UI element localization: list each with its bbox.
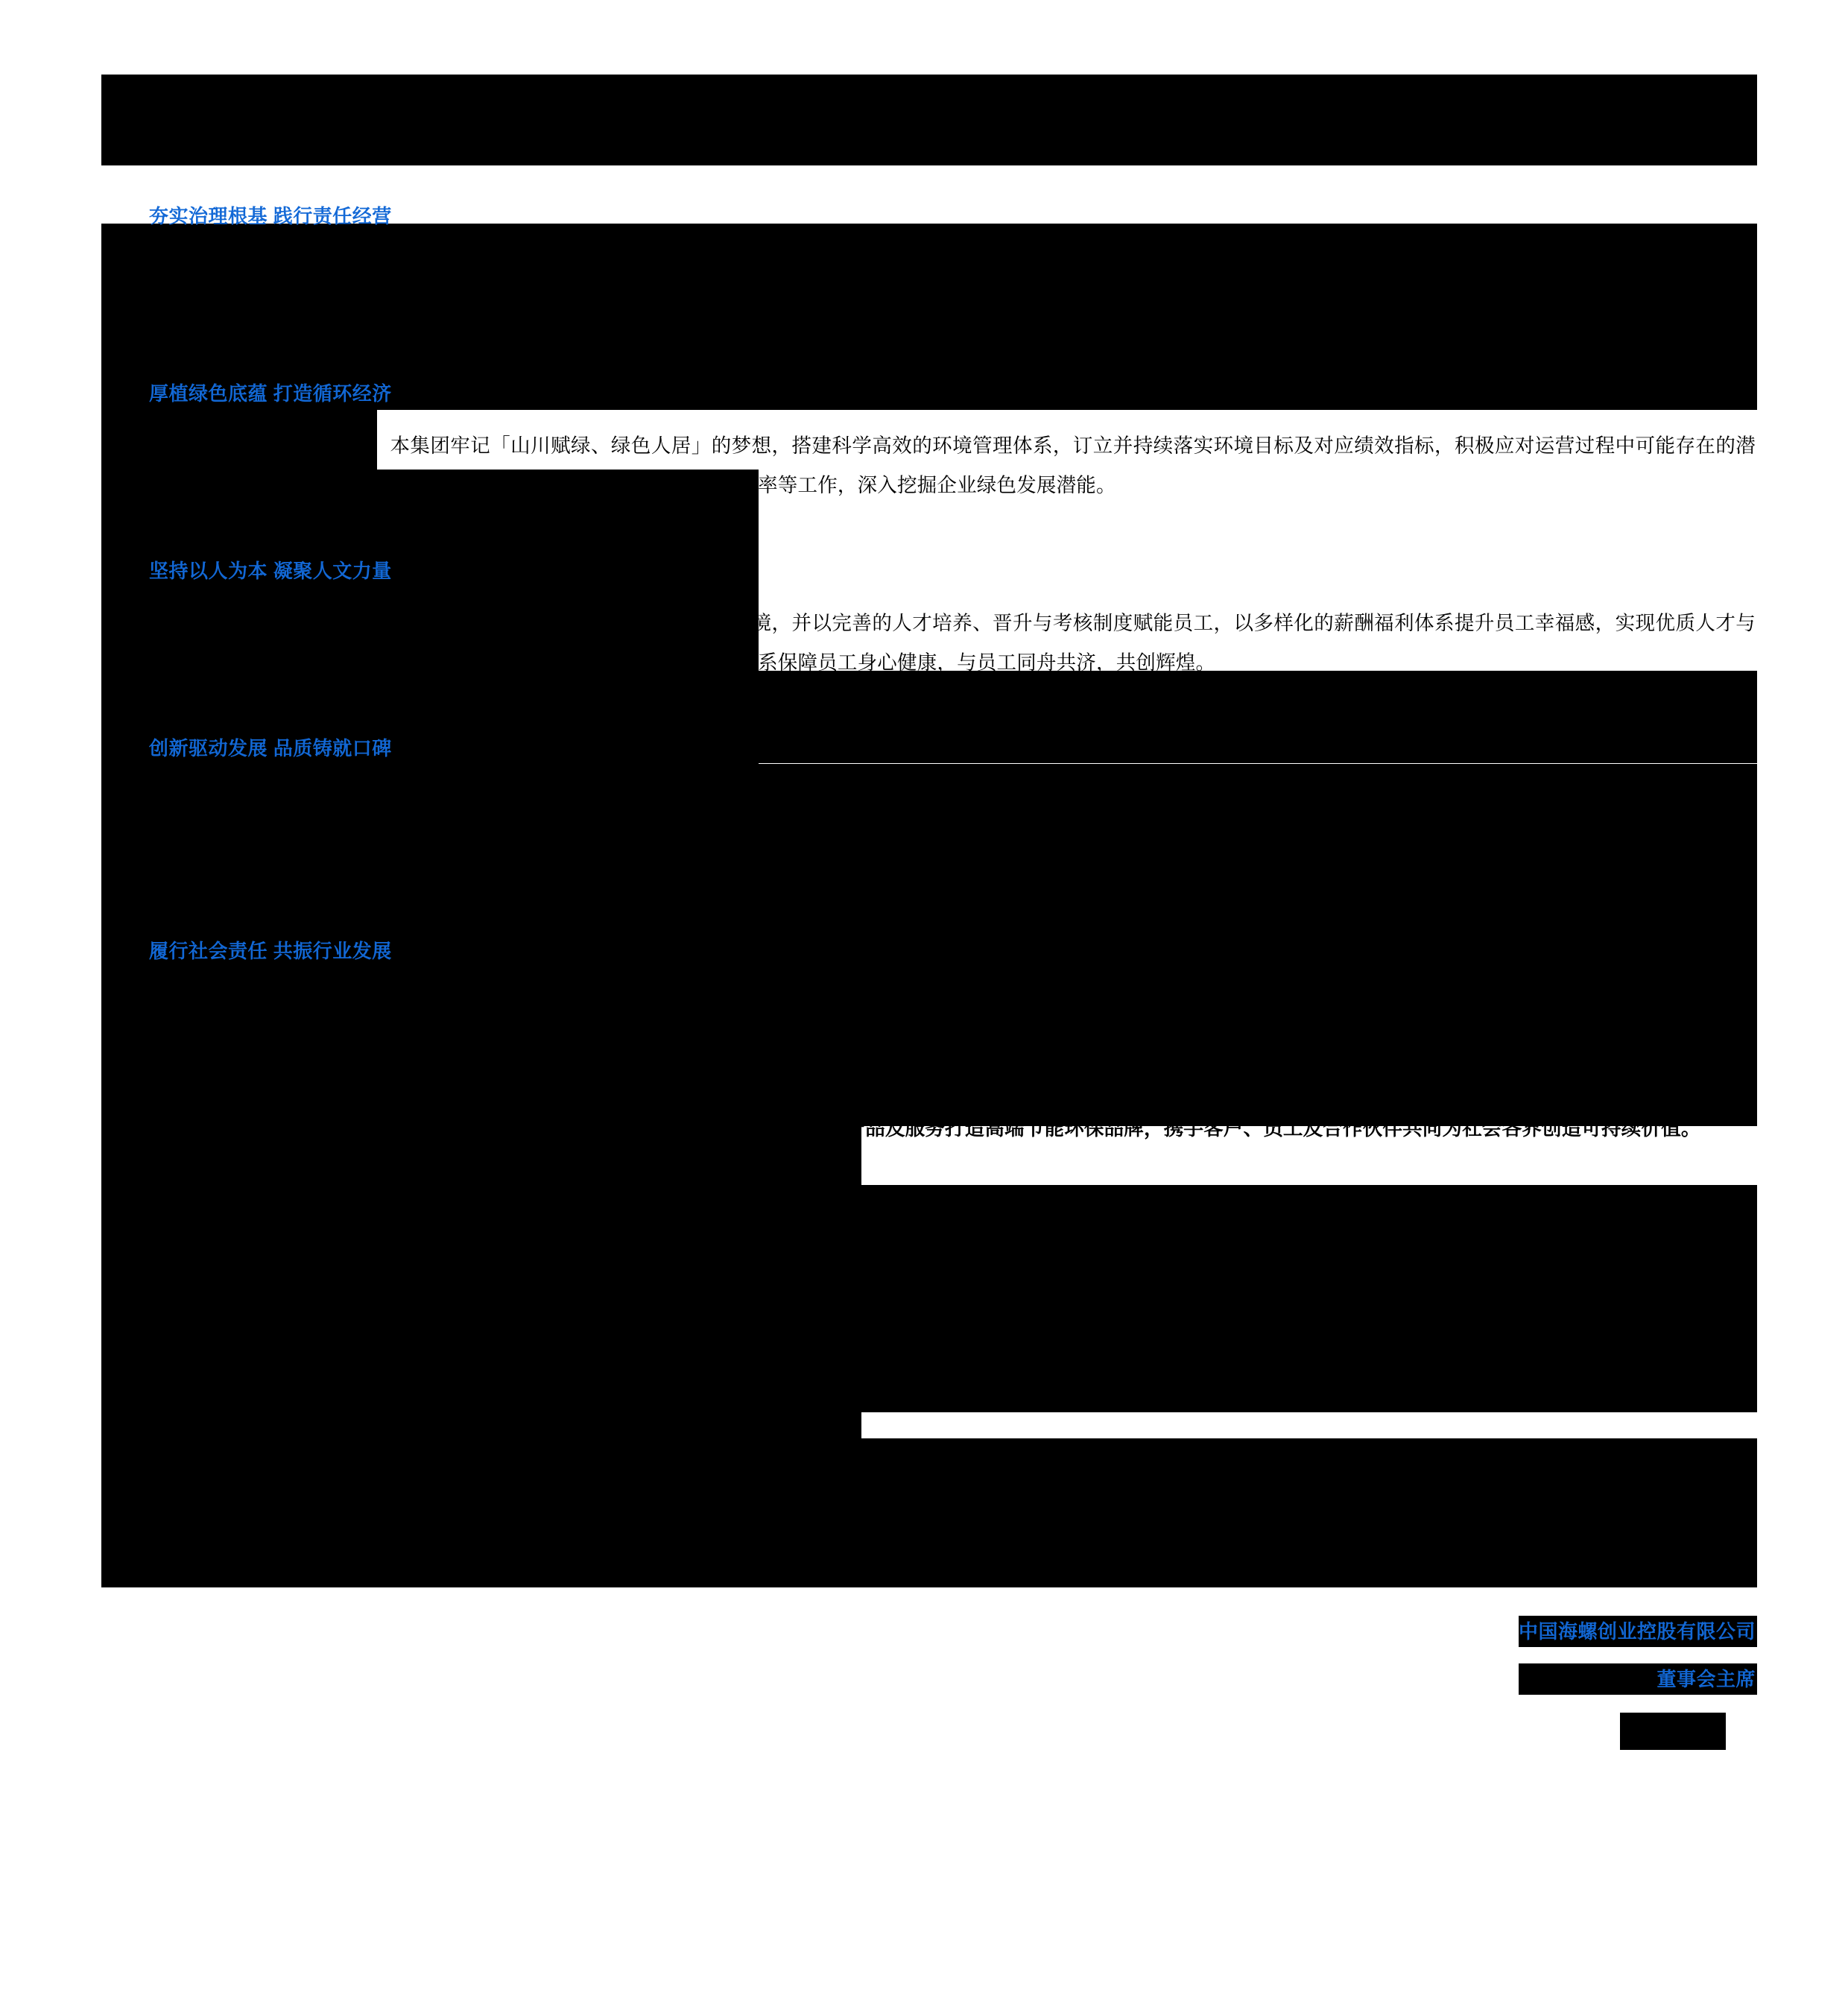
section-body-governance: 本集团坚持守正合规运营，建立并持续完善ESG治理架构及企业管治体系，有效落实内部控制与审计机制，自上而下防范合规风险。我们亦将对利益相关方的责任与义务贯彻始终，稳步推进利益相关方沟通及重大性议题识别、梳理工作，以卓越的企业治理水平回馈各利益相关方，履行企业ESG责任。: [101, 257, 1756, 319]
section-heading-governance: 夯实治理根基 践行责任经营: [149, 205, 392, 227]
letter-body: [101, 72, 1756, 1148]
section-heading-people: 坚持以人为本 凝聚人文力量: [149, 560, 392, 582]
section-heading-innovation: 创新驱动发展 品质铸就口碑: [149, 737, 392, 759]
section-heading-environment: 厚植绿色底蕴 打造循环经济: [149, 382, 392, 405]
section-body-innovation: 本集团坚持以客户需求为导向，以质量塑口碑，扎根于完善的质量管理体系与严格的质量管控举措，广泛倾听并回应客户诉求，提升客户对产品的认可度与满意度。我们亦以创新技术驱动企业发展，着力推进知识产权保护及创新成果转化，并通过完善的创新管理与创新激励机制激发员工创新潜能，助推产品服务水平持续提升。: [101, 789, 1756, 851]
redaction-block-17: [101, 1528, 861, 1586]
signature-title: 董事会主席: [1656, 1668, 1756, 1690]
redaction-block-stamp: [1620, 1713, 1726, 1750]
section-body-social: 本集团始终不忘初心，坚持与社会各界保持良性互动，以行业建设与社会公益承载企业形象表达。我们充分发挥自身技术与资源优势，携手同行企业共同探索环保产业可持续发展道路。同时，我们扎根教育、扶贫、社区发展等公益领域，以实际行动践行企业担当，为实现「为人类未来创造美好家园」使命而不懈努力。: [101, 992, 1756, 1054]
section-body-people: 本集团秉持开放、包容的姿态，着力为员工打造多元、平等的雇佣环境，并以完善的人才培养、晋升与考核制度赋能员工，以多样化的薪酬福利体系提升员工幸福感，实现优质人才与公司发展的同频共振。我们亦坚守安全红线，以健全有效的职业健康安全体系保障员工身心健康，与员工同舟共济，共创辉煌。: [101, 612, 1756, 674]
section-heading-social: 履行社会责任 共振行业发展: [149, 940, 392, 962]
section-body-environment: 作为环保行业的领先企业，本集团牢记「山川赋绿、绿色人居」的梦想，搭建科学高效的环境管理体系，订立并持续落实环境目标及对应绩效指标，积极应对运营过程中可能存在的潜在环境风险，并通过「三废」排放监测、打造碳管理平台、提升资源使用效率等工作，深入挖掘企业绿色发展潜能。: [101, 434, 1756, 496]
signature-company: 中国海螺创业控股有限公司: [1518, 1620, 1756, 1643]
outlook-paragraph: 展望未来，海螺创业将继续保持强劲的发展态势，以更强大的创新力和更优质的产品及服务打造高端节能环保品牌，携手客户、员工及合作伙伴共同为社会各界创造可持续价值。: [149, 1117, 1701, 1140]
redaction-block-15: [101, 1252, 1757, 1334]
redaction-block-12: [101, 1185, 1757, 1241]
intro-paragraph: 对于海螺创业而言，2023年是锐意进取的一年。本集团聚焦节能环保主业，向「新」而行，在卓越的环境、社会及公司治理实践中积蓄发展动能，为成为中国领先、世界一流的大型综合环保企业集团而不懈努力。: [101, 80, 1756, 142]
